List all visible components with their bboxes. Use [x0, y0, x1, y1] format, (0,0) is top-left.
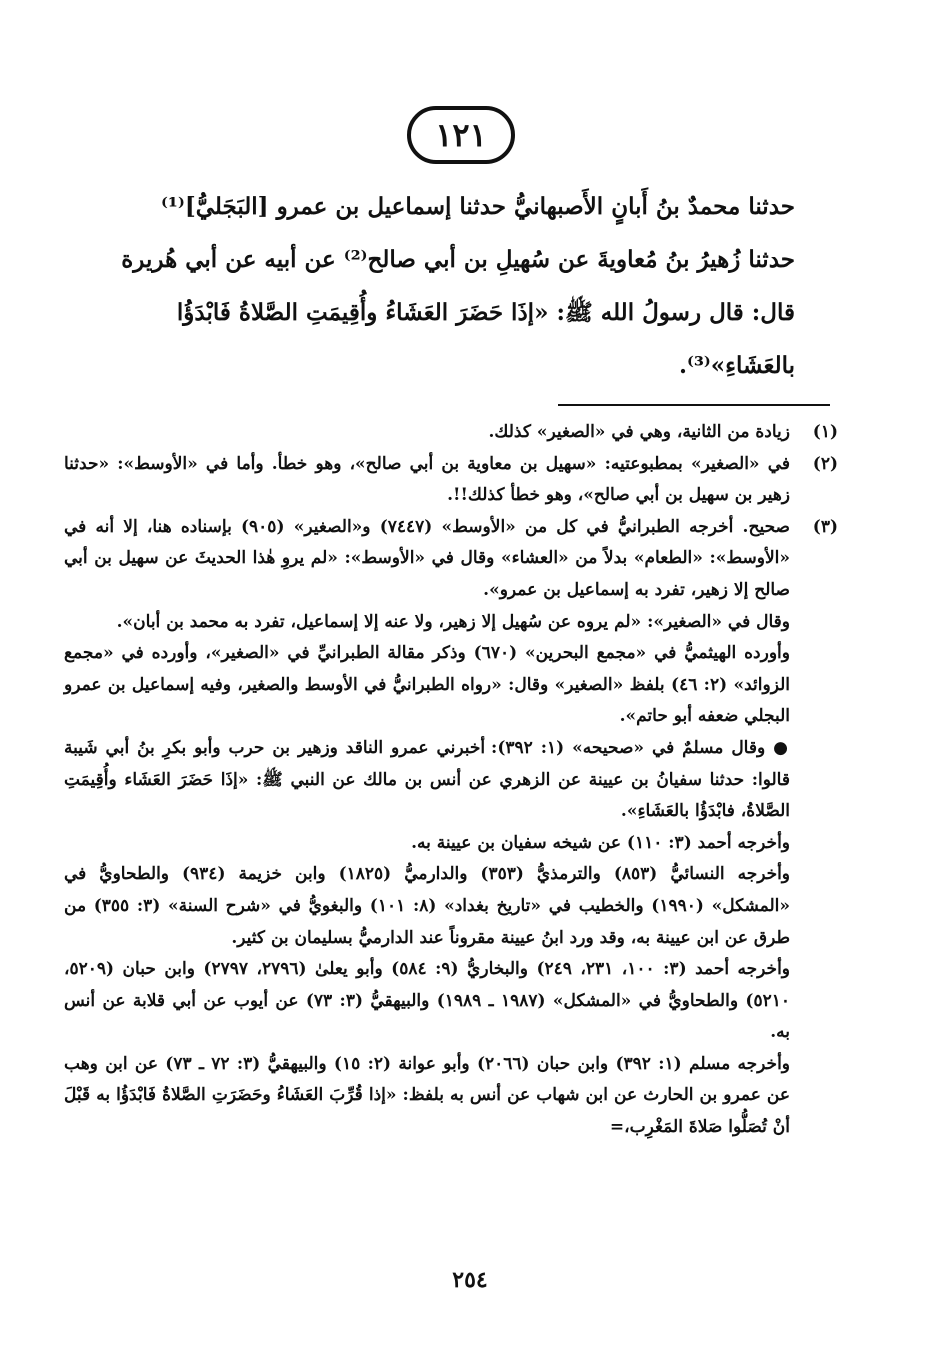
footnote-paragraph: وأخرجه أحمد (٣: ١١٠) عن شيخه سفيان بن عيينة به. — [411, 832, 790, 853]
hadith-line: بالعَشَاءِ»⁽³⁾. — [678, 352, 795, 379]
footnote-paragraph: صحيح. أخرجه الطبرانيُّ في كل من «الأوسط» (٧٤٤٧) و«الصغير» (٩٠٥) بإسناده هنا، إلا أنه في «الأوسط»: «الطعام» بدلاً من «العشاء» وقال في «الأوسط»: «لم يروِ هٰذا الحديثَ عن سهيل بن أبي صالح إلا زهير، تفرد به إسماعيل بن عمرو». — [64, 516, 790, 600]
footnote-paragraph: وأورده الهيثميُّ في «مجمع البحرين» (٦٧٠) وذكر مقالة الطبرانيِّ في «الصغير»، وأورده في «مجمع الزوائد» (٢: ٤٦) بلفظ «الصغير» وقال: «رواه الطبرانيُّ في الأوسط والصغير، وفيه إسماعيل بن عمرو البجلي ضعفه أبو حاتم». — [64, 643, 790, 727]
footnote-paragraph: في «الصغير» بمطبوعتيه: «سهيل بن معاوية بن أبي صالح»، وهو خطأ. وأما في «الأوسط»: «حدثنا زهير بن سهيل بن أبي صالح»، وهو خطأ كذلك!!. — [64, 453, 790, 506]
footnote-body — [64, 449, 790, 512]
hadith-line: قال: قال رسولُ الله ﷺ: «إذَا حَضَرَ العَشَاءُ وأُقِيمَتِ الصَّلاةُ فَابْدَؤُا — [176, 299, 795, 326]
footnote-number: (٣) — [812, 516, 838, 537]
footnote-3 — [64, 512, 838, 1144]
footnote-number: (٢) — [812, 453, 838, 474]
footnote-paragraph: زيادة من الثانية، وهي في «الصغير» كذلك. — [488, 422, 790, 442]
page-number: ٢٥٤ — [452, 1267, 488, 1293]
footnote-body — [64, 512, 790, 1144]
footnotes — [64, 417, 838, 1144]
footnote-paragraph: وقال في «الصغير»: «لم يروه عن سُهيل إلا زهير، ولا عنه إلا إسماعيل، تفرد به محمد بن أبان». — [116, 611, 790, 632]
hadith-number-badge — [407, 106, 515, 164]
hadith-text — [90, 180, 795, 392]
hadith-number: ١٢١ — [435, 116, 487, 154]
footnote-1 — [64, 417, 838, 449]
footnote-separator — [558, 404, 830, 406]
footnote-2 — [64, 449, 838, 512]
footnote-paragraph: ● وقال مسلمٌ في «صحيحه» (١: ٣٩٢): أخبرني عمرو الناقد وزهير بن حرب وأبو بكرِ بنُ أبي شَيبة قالوا: حدثنا سفيانُ بن عيينة عن الزهري عن أنس بن مالك عن النبي ﷺ: «إذَا حَضَرَ العَشَاء وأُقِيمَتِ الصَّلاةُ، فابْدَؤُا بالعَشَاءِ». — [64, 737, 790, 822]
footnote-paragraph: وأخرجه النسائيُّ (٨٥٣) والترمذيُّ (٣٥٣) والدارميُّ (١٨٢٥) وابن خزيمة (٩٣٤) والطحاويُّ في «المشكل» (١٩٩٠) والخطيب في «تاريخ بغداد» (٨: ١٠١) والبغويُّ في «شرح السنة» (٣: ٣٥٥) من طرق عن ابن عيينة به، وقد ورد ابنُ عيينة مقروناً عند الدارميُّ بسليمان بن كثير. — [64, 864, 791, 948]
footnote-body — [64, 417, 790, 449]
footnote-paragraph: وأخرجه أحمد (٣: ١٠٠، ٢٣١، ٢٤٩) والبخاريُّ (٩: ٥٨٤) وأبو يعلىٰ (٢٧٩٦، ٢٧٩٧) وابن حبان (٥٢٠٩، ٥٢١٠) والطحاويُّ في «المشكل» (١٩٨٧ ـ ١٩٨٩) والبيهقيُّ (٣: ٧٣) عن أيوب عن أبي قلابة عن أنس به. — [64, 959, 790, 1043]
hadith-line: حدثنا زُهيرُ بنُ مُعاويةَ عن سُهيلِ بن أبي صالح⁽²⁾ عن أبيه عن أبي هُريرة — [121, 246, 795, 273]
hadith-line: حدثنا محمدٌ بنُ أَبانٍ الأَصبهانيُّ حدثنا إسماعيل بن عمرو [البَجَليُّ]⁽¹⁾ — [161, 193, 795, 220]
footnote-paragraph: وأخرجه مسلم (١: ٣٩٢) وابن حبان (٢٠٦٦) وأبو عوانة (٢: ١٥) والبيهقيُّ (٣: ٧٢ ـ ٧٣) عن ابن وهب عن عمرو بن الحارث عن ابن شهاب عن أنس به بلفظ: «إذا قُرِّبَ العَشَاءُ وحَضَرَتِ الصَّلاةُ فَابْدَؤُا به قَبْلَ أنْ تُصَلُّوا صَلاةَ المَغْرِب،= — [64, 1053, 790, 1138]
footnote-number: (١) — [812, 422, 838, 442]
